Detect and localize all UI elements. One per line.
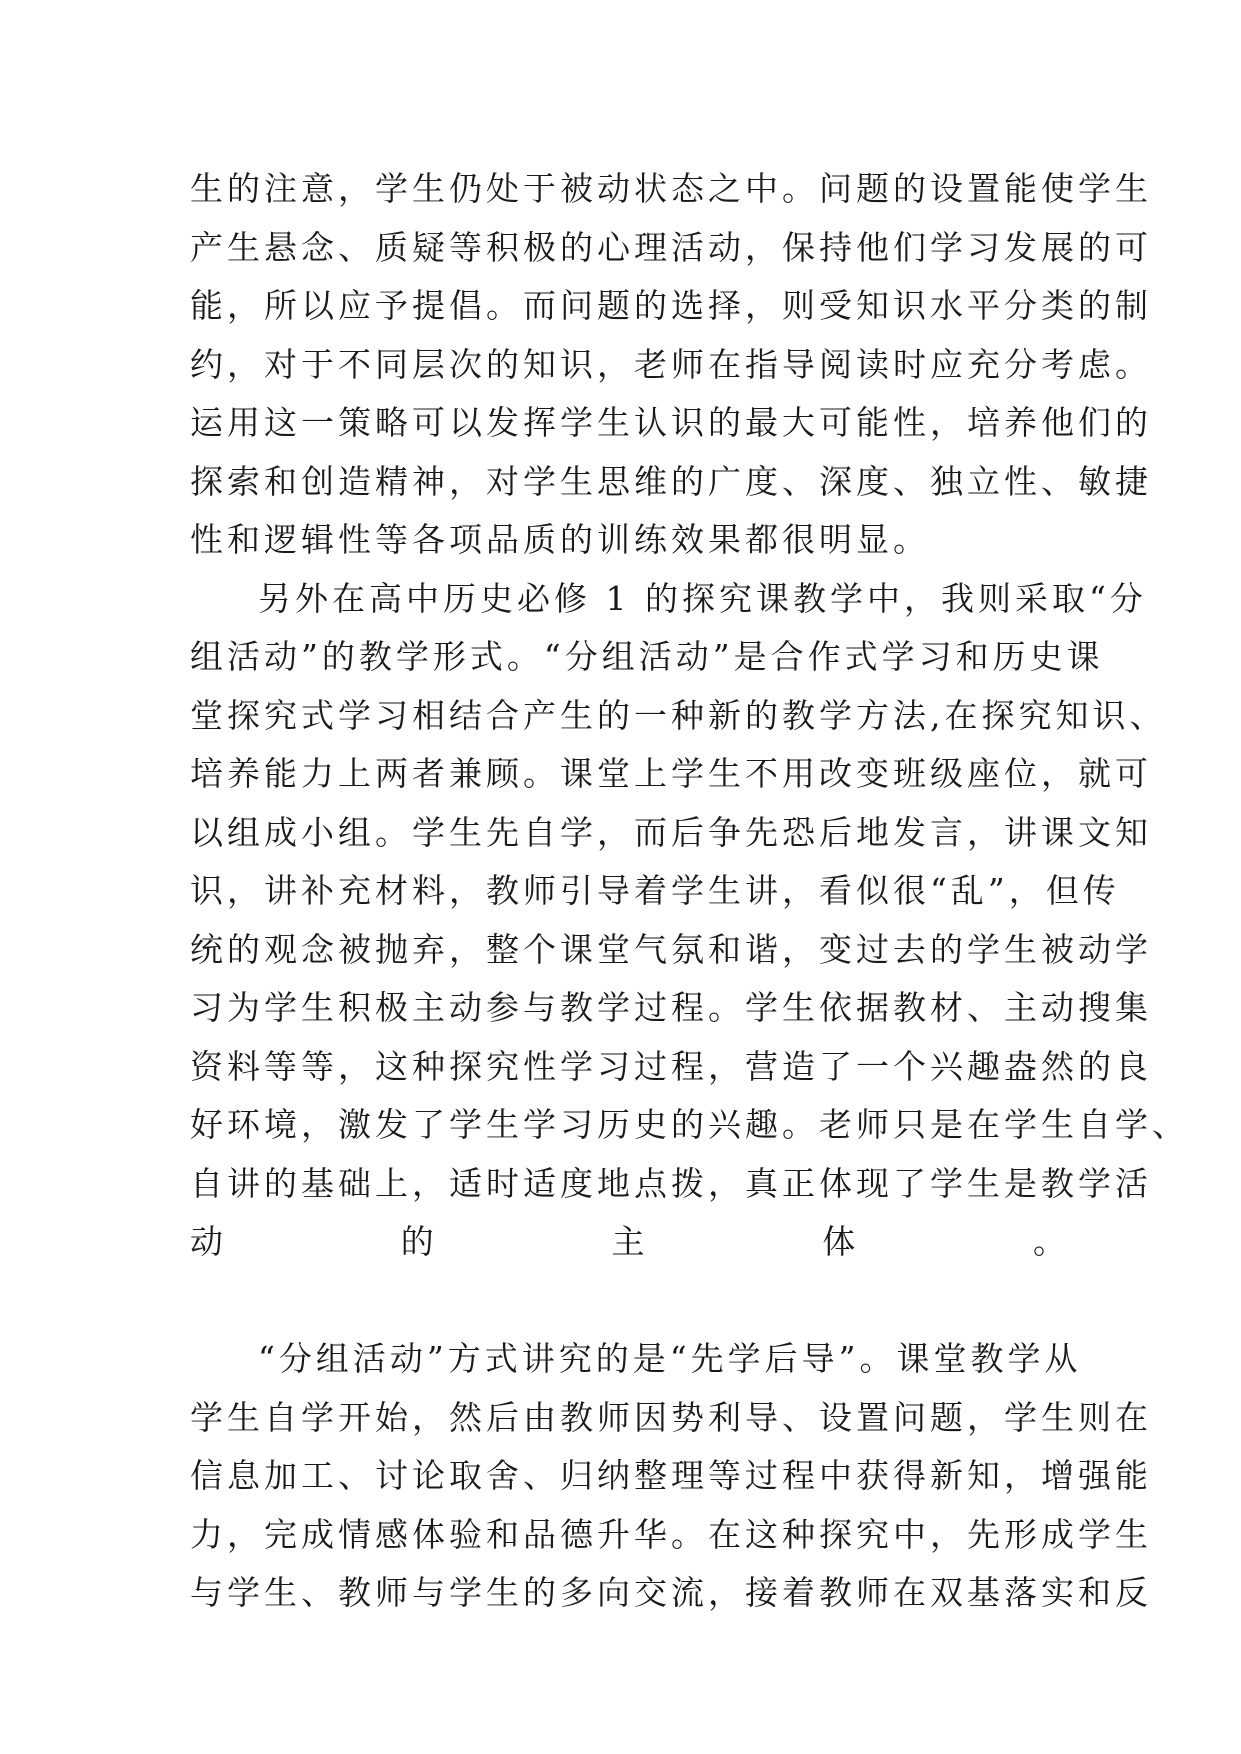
text-line: “分组活动”方式讲究的是“先学后导”。课堂教学从: [258, 1339, 1082, 1378]
text-line: 以组成小组。学生先自学，而后争先恐后地发言，讲课文知: [190, 812, 1152, 852]
text-line: 资料等等，这种探究性学习过程，营造了一个兴趣盎然的良: [190, 1046, 1152, 1086]
text-line: 生的注意，学生仍处于被动状态之中。问题的设置能使学生: [190, 169, 1152, 208]
text-line: 性和逻辑性等各项品质的训练效果都很明显。: [190, 520, 930, 559]
text-line: 产生悬念、质疑等积极的心理活动，保持他们学习发展的可: [190, 227, 1152, 267]
text-line: 动的主体。: [190, 1222, 1070, 1261]
text-line: 运用这一策略可以发挥学生认识的最大可能性，培养他们的: [190, 403, 1152, 442]
text-line: 探索和创造精神，对学生思维的广度、深度、独立性、敏捷: [190, 461, 1152, 501]
text-line: 好环境，激发了学生学习历史的兴趣。老师只是在学生自学、: [190, 1105, 1189, 1144]
text-line: 习为学生积极主动参与教学过程。学生依据教材、主动搜集: [190, 988, 1152, 1027]
text-line: 组活动”的教学形式。“分组活动”是合作式学习和历史课: [190, 637, 1104, 676]
text-line: 学生自学开始，然后由教师因势利导、设置问题，学生则在: [190, 1397, 1152, 1437]
text-line: 信息加工、讨论取舍、归纳整理等过程中获得新知，增强能: [190, 1456, 1152, 1495]
body-text: [190, 160, 1189, 1623]
text-line: 统的观念被抛弃，整个课堂气氛和谐，变过去的学生被动学: [190, 929, 1152, 969]
text-line: 与学生、教师与学生的多向交流，接着教师在双基落实和反: [190, 1573, 1152, 1612]
text-line: [190, 1272, 1070, 1331]
text-line: 自讲的基础上，适时适度地点拨，真正体现了学生是教学活: [190, 1163, 1152, 1203]
text-line: 堂探究式学习相结合产生的一种新的教学方法,在探究知识、: [190, 695, 1167, 735]
text-line: 培养能力上两者兼顾。课堂上学生不用改变班级座位，就可: [190, 754, 1152, 793]
text-line: 另外在高中历史必修 1 的探究课教学中，我则采取“分: [258, 578, 1147, 618]
text-line: 能，所以应予提倡。而问题的选择，则受知识水平分类的制: [190, 286, 1152, 325]
text-line: 力，完成情感体验和品德升华。在这种探究中，先形成学生: [190, 1514, 1152, 1554]
text-line: 约，对于不同层次的知识，老师在指导阅读时应充分考虑。: [190, 344, 1152, 384]
text-line: 识，讲补充材料，教师引导着学生讲，看似很“乱”，但传: [190, 871, 1120, 910]
